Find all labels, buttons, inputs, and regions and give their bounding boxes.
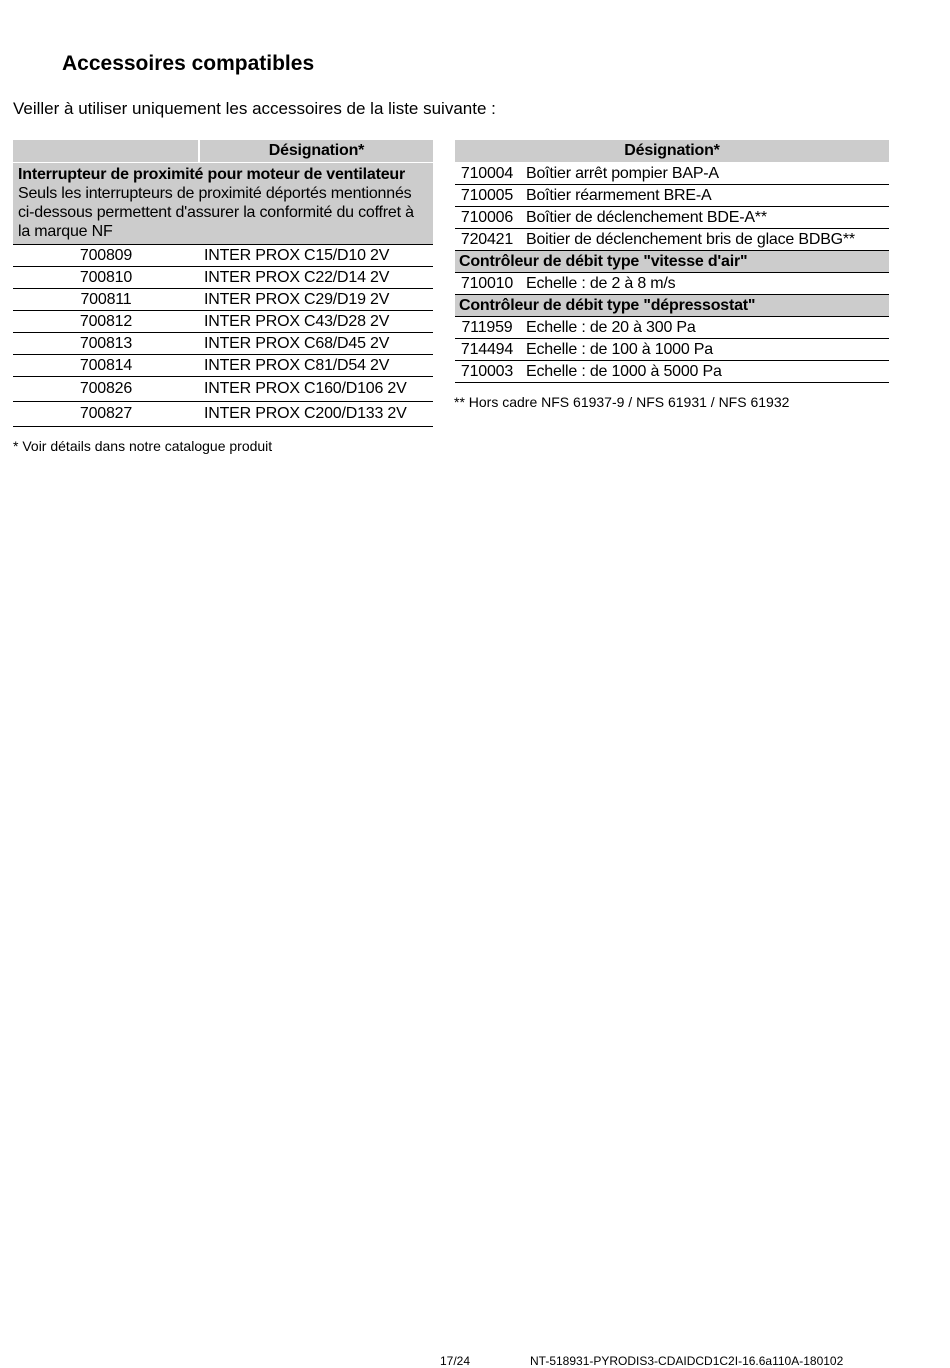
- right-footnote: ** Hors cadre NFS 61937-9 / NFS 61931 / NFS 61932: [454, 394, 790, 410]
- designation-cell: INTER PROX C43/D28 2V: [199, 311, 433, 333]
- header-blank-cell: [13, 140, 199, 163]
- ref-cell: 700826: [13, 377, 199, 402]
- table-row: [13, 267, 433, 289]
- document-reference: NT-518931-PYRODIS3-CDAIDCD1C2I-16.6a110A-180102: [530, 1354, 844, 1368]
- section-text: Seuls les interrupteurs de proximité déportés mentionnés ci-dessous permettent d'assurer la conformité du coffret à la marque NF: [18, 185, 414, 240]
- designation-cell: Echelle : de 20 à 300 Pa: [519, 317, 889, 339]
- table-header-row: [455, 140, 889, 163]
- table-row: [13, 289, 433, 311]
- accessory-table: [455, 140, 889, 383]
- section-cell: [13, 163, 433, 245]
- table-row: [13, 377, 433, 402]
- page-number: 17/24: [440, 1354, 471, 1368]
- table-row: [455, 207, 889, 229]
- designation-header: Désignation*: [455, 140, 889, 163]
- table-row: [13, 402, 433, 427]
- designation-cell: Echelle : de 1000 à 5000 Pa: [519, 361, 889, 383]
- left-footnote: * Voir détails dans notre catalogue produit: [13, 438, 273, 454]
- section-title: Interrupteur de proximité pour moteur de ventilateur: [18, 166, 405, 183]
- ref-cell: 700809: [13, 245, 199, 267]
- designation-cell: Echelle : de 100 à 1000 Pa: [519, 339, 889, 361]
- ref-cell: 711959: [455, 317, 519, 339]
- designation-cell: INTER PROX C160/D106 2V: [199, 377, 433, 402]
- ref-cell: 700814: [13, 355, 199, 377]
- designation-cell: INTER PROX C68/D45 2V: [199, 333, 433, 355]
- designation-cell: INTER PROX C15/D10 2V: [199, 245, 433, 267]
- table-row: [13, 355, 433, 377]
- ref-cell: 710003: [455, 361, 519, 383]
- table-row: [455, 339, 889, 361]
- section-row: [13, 163, 433, 245]
- group-header-row: [455, 295, 889, 317]
- intro-text: Veiller à utiliser uniquement les accessoires de la liste suivante :: [13, 99, 496, 118]
- table-row: [13, 333, 433, 355]
- table-row: [13, 245, 433, 267]
- group-title-pressure-switch: Contrôleur de débit type "dépressostat": [455, 295, 889, 317]
- group-title-air-speed: Contrôleur de débit type "vitesse d'air": [455, 251, 889, 273]
- designation-cell: INTER PROX C200/D133 2V: [199, 402, 433, 427]
- designation-cell: Boitier de déclenchement bris de glace BDBG**: [519, 229, 889, 251]
- ref-cell: 710005: [455, 185, 519, 207]
- designation-cell: INTER PROX C22/D14 2V: [199, 267, 433, 289]
- table-row: [455, 273, 889, 295]
- ref-cell: 700813: [13, 333, 199, 355]
- designation-cell: Boîtier réarmement BRE-A: [519, 185, 889, 207]
- ref-cell: 710006: [455, 207, 519, 229]
- designation-cell: Boîtier arrêt pompier BAP-A: [519, 163, 889, 185]
- ref-cell: 700827: [13, 402, 199, 427]
- designation-header: Désignation*: [199, 140, 433, 163]
- table-row: [455, 317, 889, 339]
- table-row: [455, 185, 889, 207]
- group-header-row: [455, 251, 889, 273]
- designation-cell: INTER PROX C81/D54 2V: [199, 355, 433, 377]
- ref-cell: 710004: [455, 163, 519, 185]
- ref-cell: 710010: [455, 273, 519, 295]
- designation-cell: Boîtier de déclenchement BDE-A**: [519, 207, 889, 229]
- ref-cell: 700810: [13, 267, 199, 289]
- table-header-row: [13, 140, 433, 163]
- proximity-switch-table: [13, 140, 433, 427]
- designation-cell: Echelle : de 2 à 8 m/s: [519, 273, 889, 295]
- designation-cell: INTER PROX C29/D19 2V: [199, 289, 433, 311]
- page-title: Accessoires compatibles: [62, 52, 315, 75]
- table-row: [455, 361, 889, 383]
- ref-cell: 714494: [455, 339, 519, 361]
- ref-cell: 700811: [13, 289, 199, 311]
- ref-cell: 720421: [455, 229, 519, 251]
- table-row: [455, 229, 889, 251]
- ref-cell: 700812: [13, 311, 199, 333]
- table-row: [455, 163, 889, 185]
- table-row: [13, 311, 433, 333]
